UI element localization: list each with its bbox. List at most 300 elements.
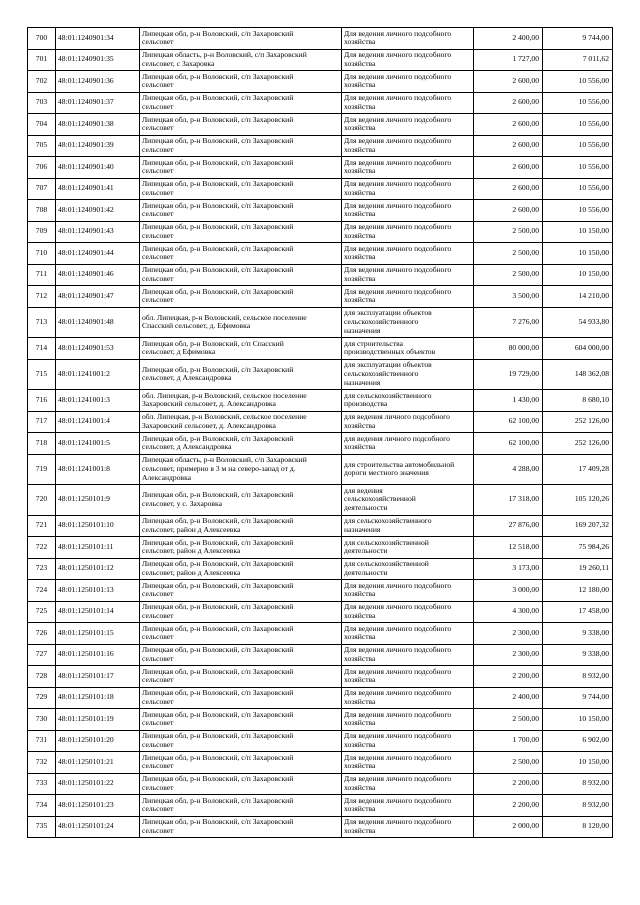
address-cell: [140, 433, 342, 455]
area-cell: 2 400,00: [474, 28, 543, 50]
cadastral-number-cell: 48:01:1250101:22: [56, 773, 140, 795]
address-line: Липецкая обл, р-н Воловский, с/п Захаровский: [142, 265, 294, 275]
table-row: [28, 537, 613, 559]
table-row: [28, 666, 613, 688]
permitted-use-line: хозяйства: [344, 696, 376, 706]
permitted-use-cell: [342, 71, 474, 93]
row-number-cell: 733: [28, 773, 56, 795]
table-row: [28, 433, 613, 455]
cadastral-value-cell: 9 338,00: [543, 644, 613, 666]
permitted-use-cell: [342, 92, 474, 114]
table-row: [28, 816, 613, 838]
area-cell: 3 000,00: [474, 580, 543, 602]
address-cell: [140, 601, 342, 623]
row-number-cell: 735: [28, 816, 56, 838]
row-number-cell: 719: [28, 454, 56, 485]
address-cell: [140, 411, 342, 433]
permitted-use-cell: [342, 433, 474, 455]
address-cell: [140, 752, 342, 774]
cadastral-value-cell: 10 556,00: [543, 178, 613, 200]
row-number-cell: 700: [28, 28, 56, 50]
address-line: Спасский сельсовет, д. Ефимовка: [142, 321, 251, 331]
address-cell: [140, 644, 342, 666]
address-line: Захаровский сельсовет, д. Александровка: [142, 420, 276, 430]
permitted-use-line: хозяйства: [344, 37, 376, 47]
area-cell: 1 700,00: [474, 730, 543, 752]
permitted-use-line: для строительства автомобильной: [344, 459, 455, 469]
address-cell: [140, 114, 342, 136]
area-cell: 2 600,00: [474, 178, 543, 200]
address-line: Липецкая обл, р-н Воловский, с/п Захаровский: [142, 490, 294, 500]
address-line: сельсовет: [142, 739, 174, 749]
permitted-use-line: сельскохозяйственного: [344, 368, 419, 378]
permitted-use-line: Для ведения личного подсобного: [344, 114, 452, 124]
cadastral-number-cell: 48:01:1240901:38: [56, 114, 140, 136]
permitted-use-line: для сельскохозяйственной: [344, 559, 429, 569]
table-row: [28, 200, 613, 222]
address-cell: [140, 135, 342, 157]
row-number-cell: 709: [28, 221, 56, 243]
address-line: сельсовет: [142, 80, 174, 90]
permitted-use-line: для эксплуатации объектов: [344, 308, 432, 318]
permitted-use-cell: [342, 601, 474, 623]
address-line: сельсовет: [142, 209, 174, 219]
table-row: [28, 71, 613, 93]
area-cell: 2 400,00: [474, 687, 543, 709]
address-line: Липецкая обл, р-н Воловский, с/п Захаровский: [142, 774, 294, 784]
cadastral-number-cell: 48:01:1240901:44: [56, 243, 140, 265]
permitted-use-line: хозяйства: [344, 825, 376, 835]
permitted-use-line: хозяйства: [344, 782, 376, 792]
cadastral-number-cell: 48:01:1240901:41: [56, 178, 140, 200]
permitted-use-line: хозяйства: [344, 632, 376, 642]
row-number-cell: 712: [28, 286, 56, 308]
address-line: сельсовет: [142, 273, 174, 283]
table-row: [28, 286, 613, 308]
address-line: обл. Липецкая, р-н Воловский, сельское поселение: [142, 390, 307, 400]
permitted-use-line: для сельскохозяйственной: [344, 537, 429, 547]
permitted-use-line: Для ведения личного подсобного: [344, 645, 452, 655]
permitted-use-line: хозяйства: [344, 230, 376, 240]
cadastral-number-cell: 48:01:1250101:23: [56, 795, 140, 817]
table-row: [28, 601, 613, 623]
cadastral-number-cell: 48:01:1240901:48: [56, 307, 140, 338]
address-line: сельсовет, район д Алексеевка: [142, 546, 241, 556]
row-number-cell: 721: [28, 515, 56, 537]
permitted-use-line: для сельскохозяйственного: [344, 516, 432, 526]
cadastral-number-cell: 48:01:1240901:43: [56, 221, 140, 243]
permitted-use-line: хозяйства: [344, 675, 376, 685]
permitted-use-line: дороги местного значения: [344, 468, 429, 478]
cadastral-value-cell: 6 902,00: [543, 730, 613, 752]
permitted-use-line: хозяйства: [344, 166, 376, 176]
cadastral-number-cell: 48:01:1240901:34: [56, 28, 140, 50]
address-line: Липецкая обл, р-н Воловский, с/п Захаровский: [142, 243, 294, 253]
area-cell: 2 600,00: [474, 92, 543, 114]
permitted-use-line: Для ведения личного подсобного: [344, 709, 452, 719]
area-cell: 62 100,00: [474, 433, 543, 455]
row-number-cell: 734: [28, 795, 56, 817]
address-cell: [140, 92, 342, 114]
permitted-use-line: Для ведения личного подсобного: [344, 243, 452, 253]
cadastral-value-cell: 19 260,11: [543, 558, 613, 580]
permitted-use-cell: [342, 687, 474, 709]
permitted-use-cell: [342, 307, 474, 338]
cadastral-value-cell: 75 984,26: [543, 537, 613, 559]
cadastral-number-cell: 48:01:1240901:37: [56, 92, 140, 114]
row-number-cell: 717: [28, 411, 56, 433]
address-cell: [140, 485, 342, 516]
table-row: [28, 454, 613, 485]
permitted-use-cell: [342, 49, 474, 71]
address-line: обл. Липецкая, р-н Воловский, сельское поселение: [142, 312, 307, 322]
permitted-use-line: назначения: [344, 377, 381, 387]
address-line: Липецкая обл, р-н Воловский, с/п Захаровский: [142, 623, 294, 633]
address-cell: [140, 200, 342, 222]
row-number-cell: 704: [28, 114, 56, 136]
cadastral-number-cell: 48:01:1241001:2: [56, 359, 140, 390]
address-cell: [140, 816, 342, 838]
row-number-cell: 701: [28, 49, 56, 71]
address-line: Липецкая обл, р-н Воловский, с/п Захаровский: [142, 752, 294, 762]
area-cell: 2 600,00: [474, 71, 543, 93]
table-row: [28, 485, 613, 516]
permitted-use-line: хозяйства: [344, 739, 376, 749]
address-line: Липецкая обл, р-н Воловский, с/п Захаровский: [142, 433, 294, 443]
row-number-cell: 708: [28, 200, 56, 222]
cadastral-value-cell: 8 680,10: [543, 390, 613, 412]
area-cell: 2 600,00: [474, 114, 543, 136]
permitted-use-cell: [342, 178, 474, 200]
row-number-cell: 727: [28, 644, 56, 666]
table-row: [28, 359, 613, 390]
address-line: сельсовет, д Александровка: [142, 442, 232, 452]
cadastral-value-cell: 10 556,00: [543, 71, 613, 93]
address-line: Липецкая обл, р-н Воловский, с/п Захаровский: [142, 114, 294, 124]
address-line: Захаровский сельсовет, д. Александровка: [142, 399, 276, 409]
address-line: сельсовет, с Захаровка: [142, 58, 215, 68]
cadastral-value-cell: 10 150,00: [543, 709, 613, 731]
table-row: [28, 390, 613, 412]
cadastral-value-cell: 14 210,00: [543, 286, 613, 308]
cadastral-number-cell: 48:01:1250101:10: [56, 515, 140, 537]
row-number-cell: 729: [28, 687, 56, 709]
permitted-use-line: для ведения: [344, 485, 383, 495]
table-row: [28, 264, 613, 286]
cadastral-number-cell: 48:01:1241001:8: [56, 454, 140, 485]
address-line: Липецкая обл, р-н Воловский, с/п Захаровский: [142, 93, 294, 103]
permitted-use-line: Для ведения личного подсобного: [344, 93, 452, 103]
address-line: Липецкая обл, р-н Воловский, с/п Захаровский: [142, 817, 294, 827]
address-line: Липецкая область, р-н Воловский, с/п Захаровский: [142, 455, 307, 465]
address-line: сельсовет: [142, 230, 174, 240]
address-cell: [140, 307, 342, 338]
cadastral-value-cell: 8 932,00: [543, 795, 613, 817]
area-cell: 62 100,00: [474, 411, 543, 433]
row-number-cell: 705: [28, 135, 56, 157]
row-number-cell: 731: [28, 730, 56, 752]
address-cell: [140, 286, 342, 308]
address-line: сельсовет: [142, 295, 174, 305]
cadastral-value-cell: 10 556,00: [543, 200, 613, 222]
row-number-cell: 703: [28, 92, 56, 114]
address-line: сельсовет: [142, 101, 174, 111]
permitted-use-line: для сельскохозяйственного: [344, 390, 432, 400]
address-line: Липецкая обл, р-н Воловский, с/п Захаровский: [142, 222, 294, 232]
area-cell: 2 300,00: [474, 623, 543, 645]
cadastral-number-cell: 48:01:1250101:12: [56, 558, 140, 580]
permitted-use-line: сельскохозяйственного: [344, 316, 419, 326]
cadastral-number-cell: 48:01:1240901:47: [56, 286, 140, 308]
permitted-use-line: хозяйства: [344, 101, 376, 111]
permitted-use-line: для строительства: [344, 338, 403, 348]
cadastral-value-cell: 10 150,00: [543, 243, 613, 265]
area-cell: 2 200,00: [474, 666, 543, 688]
address-line: сельсовет: [142, 610, 174, 620]
address-line: Липецкая обл, р-н Воловский, с/п Захаровский: [142, 71, 294, 81]
row-number-cell: 706: [28, 157, 56, 179]
cadastral-number-cell: 48:01:1250101:9: [56, 485, 140, 516]
cadastral-value-cell: 10 150,00: [543, 264, 613, 286]
cadastral-number-cell: 48:01:1241001:4: [56, 411, 140, 433]
permitted-use-line: хозяйства: [344, 653, 376, 663]
permitted-use-line: Для ведения личного подсобного: [344, 731, 452, 741]
permitted-use-cell: [342, 411, 474, 433]
permitted-use-cell: [342, 623, 474, 645]
row-number-cell: 723: [28, 558, 56, 580]
cadastral-number-cell: 48:01:1241001:3: [56, 390, 140, 412]
table-row: [28, 49, 613, 71]
address-line: сельсовет, примерно в 3 м на северо-запад от д.: [142, 463, 296, 473]
address-line: обл. Липецкая, р-н Воловский, сельское поселение: [142, 412, 307, 422]
permitted-use-cell: [342, 773, 474, 795]
permitted-use-line: Для ведения личного подсобного: [344, 286, 452, 296]
cadastral-number-cell: 48:01:1250101:19: [56, 709, 140, 731]
cadastral-value-cell: 7 011,62: [543, 49, 613, 71]
address-line: Липецкая обл, р-н Воловский, с/п Захаровский: [142, 795, 294, 805]
address-cell: [140, 687, 342, 709]
address-line: сельсовет, район д Алексеевка: [142, 524, 241, 534]
permitted-use-line: хозяйства: [344, 442, 376, 452]
permitted-use-line: хозяйства: [344, 209, 376, 219]
address-line: Липецкая обл, р-н Воловский, с/п Захаровский: [142, 559, 294, 569]
row-number-cell: 722: [28, 537, 56, 559]
permitted-use-line: назначения: [344, 325, 381, 335]
address-line: Липецкая обл, р-н Воловский, с/п Захаровский: [142, 731, 294, 741]
cadastral-number-cell: 48:01:1250101:15: [56, 623, 140, 645]
table-row: [28, 795, 613, 817]
area-cell: 2 000,00: [474, 816, 543, 838]
cadastral-number-cell: 48:01:1250101:21: [56, 752, 140, 774]
table-row: [28, 773, 613, 795]
address-line: сельсовет: [142, 782, 174, 792]
table-row: [28, 178, 613, 200]
address-cell: [140, 537, 342, 559]
address-cell: [140, 390, 342, 412]
permitted-use-line: хозяйства: [344, 58, 376, 68]
address-cell: [140, 795, 342, 817]
table-row: [28, 580, 613, 602]
permitted-use-line: хозяйства: [344, 295, 376, 305]
permitted-use-cell: [342, 709, 474, 731]
address-line: сельсовет, район д Алексеевка: [142, 567, 241, 577]
cadastral-value-cell: 252 126,00: [543, 433, 613, 455]
address-cell: [140, 338, 342, 360]
permitted-use-line: хозяйства: [344, 804, 376, 814]
permitted-use-line: для ведения личного подсобного: [344, 412, 450, 422]
permitted-use-line: хозяйства: [344, 187, 376, 197]
address-line: Липецкая обл, р-н Воловский, с/п Захаровский: [142, 666, 294, 676]
address-line: Липецкая область, р-н Воловский, с/п Захаровский: [142, 50, 307, 60]
area-cell: 3 173,00: [474, 558, 543, 580]
permitted-use-line: Для ведения личного подсобного: [344, 580, 452, 590]
permitted-use-cell: [342, 135, 474, 157]
permitted-use-line: деятельности: [344, 567, 388, 577]
row-number-cell: 728: [28, 666, 56, 688]
address-line: сельсовет: [142, 653, 174, 663]
address-cell: [140, 623, 342, 645]
cadastral-number-cell: 48:01:1250101:14: [56, 601, 140, 623]
row-number-cell: 702: [28, 71, 56, 93]
permitted-use-line: Для ведения личного подсобного: [344, 688, 452, 698]
row-number-cell: 715: [28, 359, 56, 390]
document-page: [27, 27, 612, 838]
permitted-use-line: хозяйства: [344, 420, 376, 430]
permitted-use-cell: [342, 359, 474, 390]
permitted-use-cell: [342, 286, 474, 308]
address-line: Липецкая обл, р-н Воловский, с/п Спасский: [142, 338, 284, 348]
address-cell: [140, 49, 342, 71]
address-line: Липецкая обл, р-н Воловский, с/п Захаровский: [142, 136, 294, 146]
row-number-cell: 714: [28, 338, 56, 360]
permitted-use-line: Для ведения личного подсобного: [344, 136, 452, 146]
cadastral-number-cell: 48:01:1240901:36: [56, 71, 140, 93]
cadastral-value-cell: 10 556,00: [543, 92, 613, 114]
address-line: Липецкая обл, р-н Воловский, с/п Захаровский: [142, 516, 294, 526]
permitted-use-line: Для ведения личного подсобного: [344, 71, 452, 81]
permitted-use-line: Для ведения личного подсобного: [344, 602, 452, 612]
permitted-use-line: Для ведения личного подсобного: [344, 817, 452, 827]
cadastral-value-cell: 8 932,00: [543, 666, 613, 688]
cadastral-value-cell: 17 458,00: [543, 601, 613, 623]
area-cell: 2 500,00: [474, 752, 543, 774]
table-row: [28, 221, 613, 243]
permitted-use-line: деятельности: [344, 546, 388, 556]
cadastral-value-cell: 10 556,00: [543, 114, 613, 136]
address-cell: [140, 264, 342, 286]
table-body: [28, 28, 613, 838]
area-cell: 1 727,00: [474, 49, 543, 71]
address-cell: [140, 709, 342, 731]
permitted-use-line: Для ведения личного подсобного: [344, 157, 452, 167]
permitted-use-line: хозяйства: [344, 761, 376, 771]
table-row: [28, 558, 613, 580]
table-row: [28, 515, 613, 537]
table-row: [28, 687, 613, 709]
cadastral-value-cell: 10 556,00: [543, 135, 613, 157]
permitted-use-cell: [342, 537, 474, 559]
permitted-use-cell: [342, 114, 474, 136]
address-line: сельсовет: [142, 804, 174, 814]
permitted-use-cell: [342, 390, 474, 412]
permitted-use-line: Для ведения личного подсобного: [344, 666, 452, 676]
cadastral-value-cell: 169 207,32: [543, 515, 613, 537]
row-number-cell: 710: [28, 243, 56, 265]
address-line: Липецкая обл, р-н Воловский, с/п Захаровский: [142, 200, 294, 210]
permitted-use-line: назначения: [344, 524, 381, 534]
area-cell: 2 500,00: [474, 221, 543, 243]
address-cell: [140, 71, 342, 93]
row-number-cell: 732: [28, 752, 56, 774]
address-line: сельсовет: [142, 144, 174, 154]
address-line: Липецкая обл, р-н Воловский, с/п Захаровский: [142, 286, 294, 296]
cadastral-value-cell: 12 180,00: [543, 580, 613, 602]
cadastral-number-cell: 48:01:1240901:40: [56, 157, 140, 179]
permitted-use-cell: [342, 730, 474, 752]
permitted-use-line: для эксплуатации объектов: [344, 360, 432, 370]
permitted-use-cell: [342, 580, 474, 602]
cadastral-number-cell: 48:01:1240901:39: [56, 135, 140, 157]
row-number-cell: 730: [28, 709, 56, 731]
permitted-use-line: Для ведения личного подсобного: [344, 50, 452, 60]
table-row: [28, 644, 613, 666]
cadastral-number-cell: 48:01:1240901:53: [56, 338, 140, 360]
area-cell: 2 500,00: [474, 264, 543, 286]
address-line: сельсовет, д Ефимовка: [142, 347, 216, 357]
permitted-use-cell: [342, 644, 474, 666]
permitted-use-line: хозяйства: [344, 80, 376, 90]
cadastral-value-cell: 9 744,00: [543, 28, 613, 50]
cadastral-number-cell: 48:01:1241001:5: [56, 433, 140, 455]
area-cell: 4 300,00: [474, 601, 543, 623]
area-cell: 80 000,00: [474, 338, 543, 360]
cadastral-value-cell: 148 362,08: [543, 359, 613, 390]
area-cell: 7 276,00: [474, 307, 543, 338]
cadastral-number-cell: 48:01:1240901:46: [56, 264, 140, 286]
address-line: Липецкая обл, р-н Воловский, с/п Захаровский: [142, 645, 294, 655]
row-number-cell: 713: [28, 307, 56, 338]
permitted-use-line: производства: [344, 399, 388, 409]
cadastral-value-cell: 10 150,00: [543, 221, 613, 243]
address-line: сельсовет: [142, 252, 174, 262]
row-number-cell: 716: [28, 390, 56, 412]
area-cell: 2 600,00: [474, 135, 543, 157]
permitted-use-line: хозяйства: [344, 610, 376, 620]
permitted-use-line: хозяйства: [344, 123, 376, 133]
table-row: [28, 411, 613, 433]
address-cell: [140, 773, 342, 795]
cadastral-number-cell: 48:01:1240901:35: [56, 49, 140, 71]
address-cell: [140, 730, 342, 752]
cadastral-value-cell: 9 338,00: [543, 623, 613, 645]
permitted-use-cell: [342, 338, 474, 360]
permitted-use-line: Для ведения личного подсобного: [344, 222, 452, 232]
permitted-use-line: производственных объектов: [344, 347, 436, 357]
permitted-use-cell: [342, 157, 474, 179]
address-cell: [140, 221, 342, 243]
area-cell: 2 300,00: [474, 644, 543, 666]
address-line: Липецкая обл, р-н Воловский, с/п Захаровский: [142, 602, 294, 612]
cadastral-value-cell: 8 932,00: [543, 773, 613, 795]
permitted-use-cell: [342, 485, 474, 516]
permitted-use-cell: [342, 515, 474, 537]
permitted-use-cell: [342, 264, 474, 286]
table-row: [28, 114, 613, 136]
permitted-use-line: Для ведения личного подсобного: [344, 774, 452, 784]
address-line: сельсовет: [142, 632, 174, 642]
address-cell: [140, 157, 342, 179]
address-cell: [140, 580, 342, 602]
